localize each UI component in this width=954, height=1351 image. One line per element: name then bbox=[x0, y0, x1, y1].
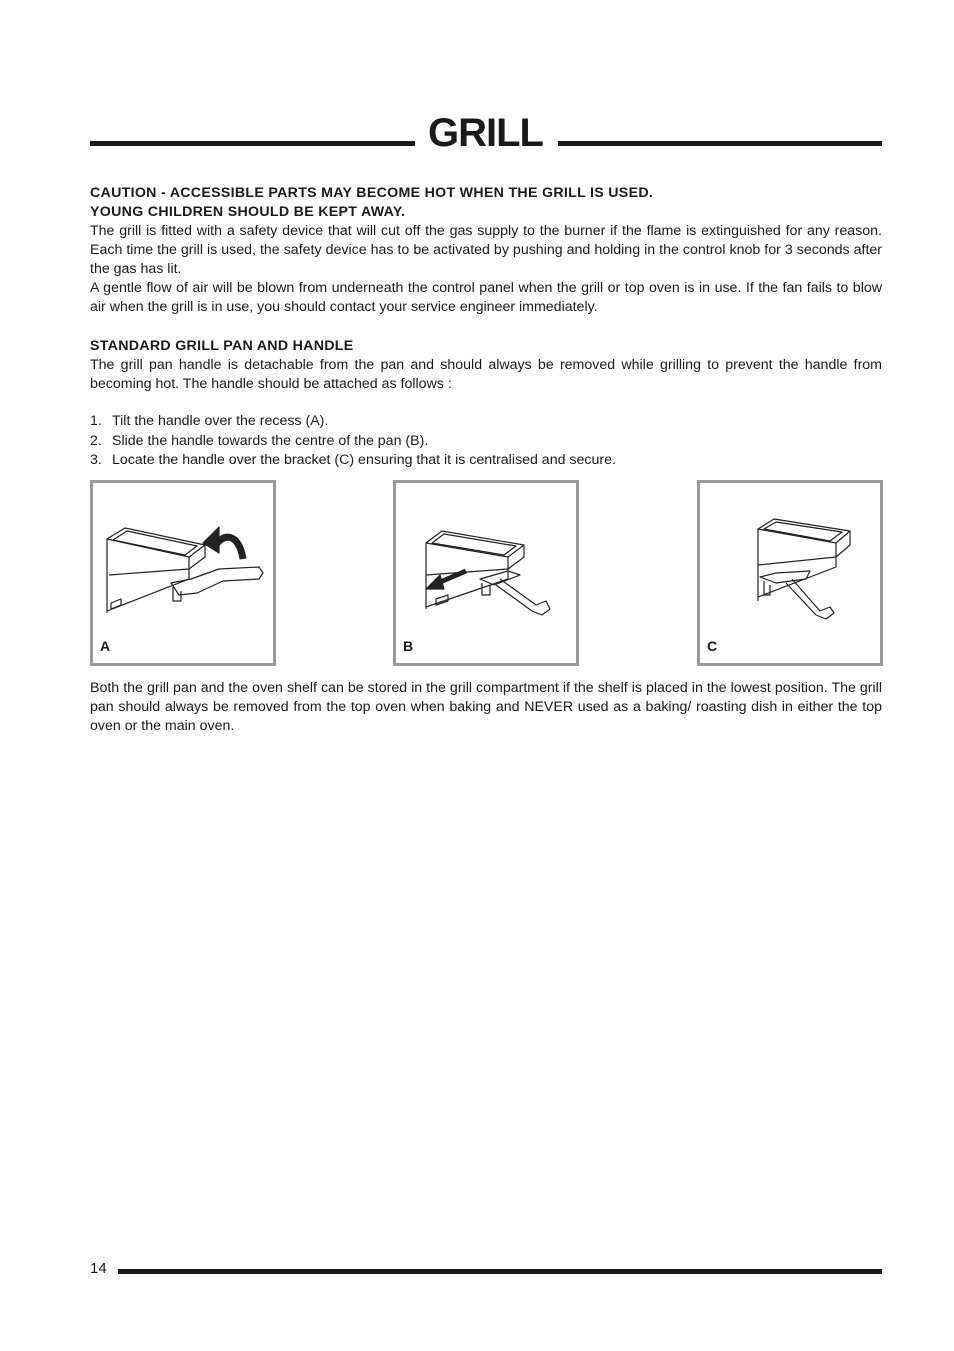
page-number: 14 bbox=[90, 1260, 107, 1277]
caution-block bbox=[90, 184, 882, 317]
intro-paragraph-2: A gentle flow of air will be blown from underneath the control panel when the grill or top oven is in use. If the fan fails to blow air when the grill is in use, you should contact your service engineer immediately. bbox=[90, 280, 882, 315]
list-item bbox=[90, 432, 882, 452]
step-text: Locate the handle over the bracket (C) ensuring that it is centralised and secure. bbox=[112, 452, 616, 468]
figure-a bbox=[90, 480, 276, 666]
section-heading: STANDARD GRILL PAN AND HANDLE bbox=[90, 338, 354, 354]
closing-block bbox=[90, 679, 882, 736]
list-item bbox=[90, 412, 882, 432]
intro-paragraph-1: The grill is fitted with a safety device that will cut off the gas supply to the burner if the flame is extinguished for any reason. Each time the grill is used, the safety device has to be activated by pushing and holding in the control knob for 3 seconds after the gas has lit. bbox=[90, 223, 882, 277]
handle-tilt-illustration-icon bbox=[93, 483, 273, 663]
header-rule-left bbox=[90, 141, 415, 146]
steps-list bbox=[90, 412, 882, 471]
step-number: 1. bbox=[90, 413, 102, 429]
page-header bbox=[90, 110, 882, 160]
figure-label-b: B bbox=[403, 638, 414, 654]
figure-label-c: C bbox=[707, 638, 718, 654]
step-text: Tilt the handle over the recess (A). bbox=[112, 413, 329, 429]
section-paragraph: The grill pan handle is detachable from the pan and should always be removed while grilling to prevent the handle from becoming hot. The handle should be attached as follows : bbox=[90, 357, 882, 392]
handle-slide-illustration-icon bbox=[396, 483, 576, 663]
grill-pan-section bbox=[90, 337, 882, 394]
figure-c bbox=[697, 480, 883, 666]
step-number: 2. bbox=[90, 432, 102, 449]
handle-locate-illustration-icon bbox=[700, 483, 880, 663]
page-title: GRILL bbox=[428, 111, 543, 155]
step-text: Slide the handle towards the centre of the pan (B). bbox=[112, 432, 429, 449]
caution-line-1: CAUTION - ACCESSIBLE PARTS MAY BECOME HOT WHEN THE GRILL IS USED. bbox=[90, 185, 654, 201]
caution-line-2: YOUNG CHILDREN SHOULD BE KEPT AWAY. bbox=[90, 204, 406, 220]
footer-rule bbox=[118, 1269, 882, 1274]
header-rule-right bbox=[558, 141, 882, 146]
closing-paragraph: Both the grill pan and the oven shelf can be stored in the grill compartment if the shelf is placed in the lowest position. The grill pan should always be removed from the top oven when baking and NEVER used as a baking/ roasting dish in either the top oven or the main oven. bbox=[90, 680, 882, 734]
steps-list-block bbox=[90, 412, 882, 471]
figure-label-a: A bbox=[100, 638, 111, 654]
step-number: 3. bbox=[90, 452, 102, 468]
list-item bbox=[90, 451, 882, 471]
figure-b bbox=[393, 480, 579, 666]
